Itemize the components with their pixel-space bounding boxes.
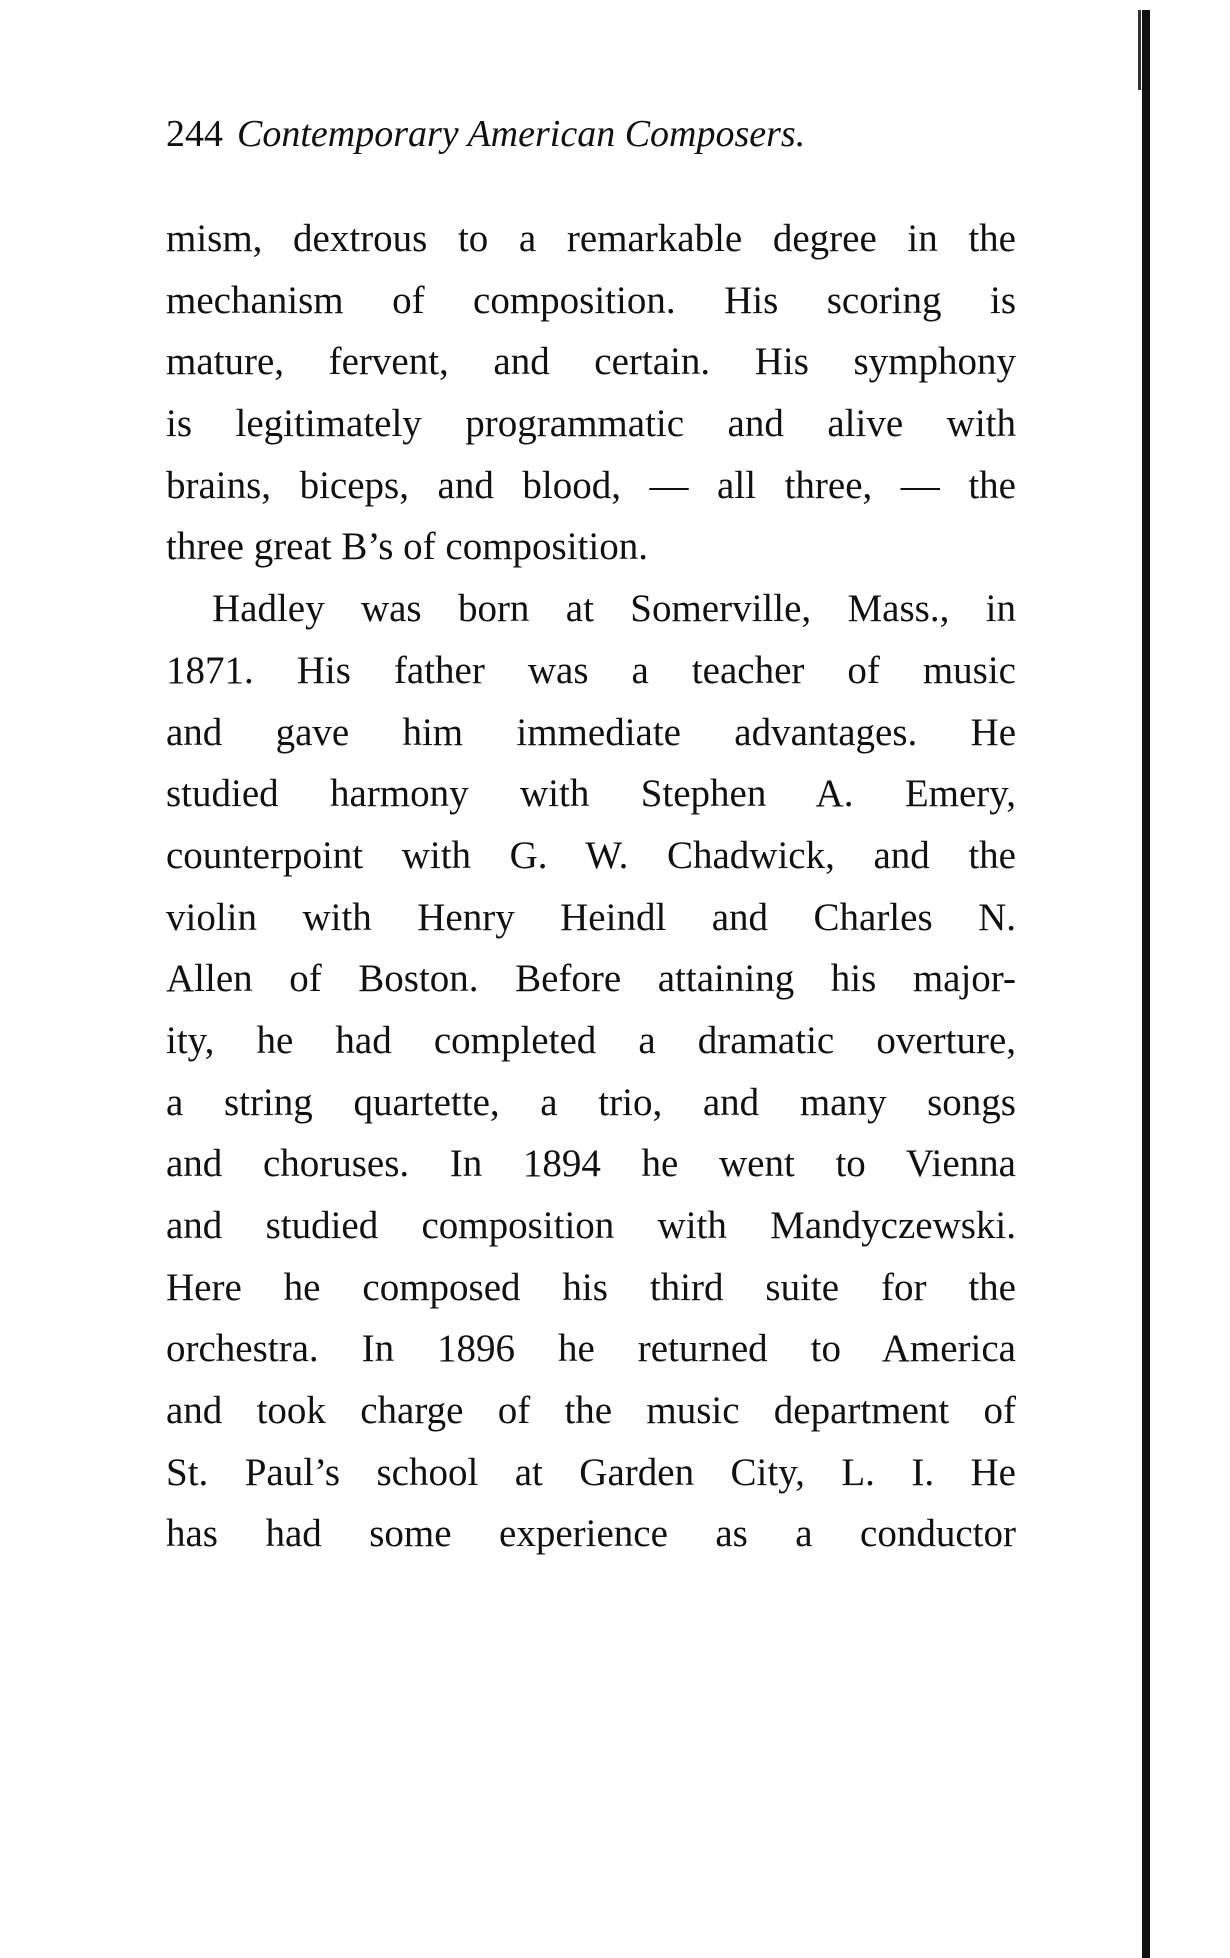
text-line: is legitimately programmatic and alive with [166, 402, 1016, 446]
text-line: and gave him immediate advantages. He [166, 710, 1016, 754]
running-title: Contemporary American Composers. [237, 113, 806, 155]
text-line: mism, dextrous to a remarkable degree in the [166, 217, 1016, 260]
text-line: orchestra. In 1896 he returned to America [166, 1327, 1016, 1371]
running-header [166, 112, 805, 156]
page-body-text [166, 208, 1016, 1565]
page-edge-mark [1138, 10, 1141, 90]
text-line: three great B’s of composition. [166, 525, 648, 569]
text-line: ity, he had completed a dramatic overture, [166, 1018, 1016, 1062]
text-line: violin with Henry Heindl and Charles N. [166, 895, 1016, 939]
text-line: Here he composed his third suite for the [166, 1265, 1016, 1309]
text-line: and studied composition with Mandyczewski. [166, 1204, 1016, 1247]
text-line: mature, fervent, and certain. His symphony [166, 340, 1016, 384]
text-line: brains, biceps, and blood, — all three, — the [166, 463, 1016, 507]
page-edge-shadow [1142, 10, 1150, 1958]
text-line: Allen of Boston. Before attaining his major- [166, 957, 1016, 1001]
text-line: Hadley was born at Somerville, Mass., in [212, 587, 1016, 631]
text-line: and took charge of the music department of [166, 1389, 1016, 1433]
text-line: counterpoint with G. W. Chadwick, and the [166, 833, 1016, 877]
text-line: 1871. His father was a teacher of music [166, 648, 1016, 692]
text-line: and choruses. In 1894 he went to Vienna [166, 1142, 1016, 1186]
page-number: 244 [166, 113, 223, 155]
text-line: St. Paul’s school at Garden City, L. I. He [166, 1450, 1016, 1494]
text-line: a string quartette, a trio, and many songs [166, 1080, 1016, 1124]
text-line: studied harmony with Stephen A. Emery, [166, 772, 1016, 816]
text-line: mechanism of composition. His scoring is [166, 278, 1016, 322]
text-line: has had some experience as a conductor [166, 1512, 1016, 1556]
